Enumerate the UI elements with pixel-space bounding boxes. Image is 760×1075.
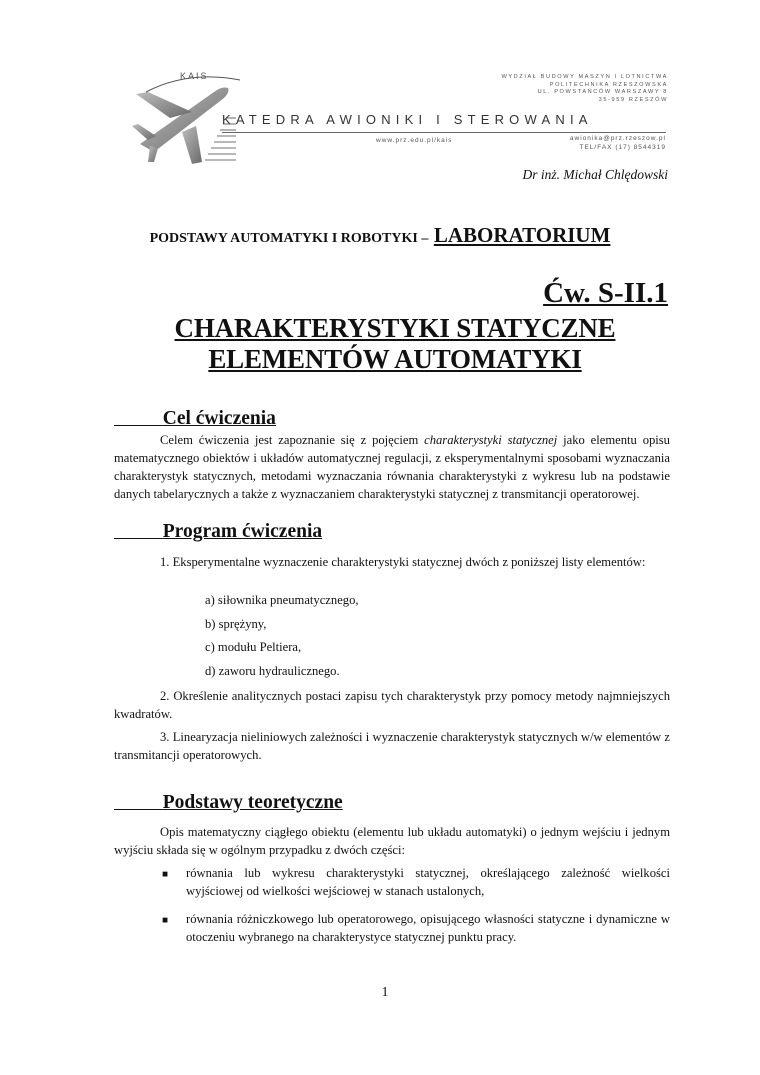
program-point-1: 1. Eksperymentalne wyznaczenie charakterystyki statycznej dwóch z poniższej listy elementów: [160,555,646,569]
theory-intro: Opis matematyczny ciągłego obiektu (elementu lub układu automatyki) o jednym wejściu i jednym wyjściu składa się w ogólnym przypadku z dwóch części: [114,825,670,857]
program-point-2: 2. Określenie analitycznych postaci zapisu tych charakterystyk przy pomocy metody najmniejszych kwadratów. [114,689,670,721]
cel-paragraph: Celem ćwiczenia jest zapoznanie się z pojęciem charakterystyki statycznej jako elementu opisu matematycznego obiektów i układów automatycznej regulacji, z eksperymentalnymi sposobami wyznaczania charakterystyk statycznych, metodami wyznaczania równania charakterystyki z wykresu lub na podstawie danych tabelarycznych a także z wyznaczaniem charakterystyki statycznej z transmitancji operatorowej. [114,433,670,501]
italic-term: charakterystyki statycznej [424,433,558,447]
contact-block [516,134,666,152]
department-line: 35-959 RZESZÓW [598,96,668,103]
logo-text: KAIS [180,71,209,81]
department-line: WYDZIAŁ BUDOWY MASZYN I LOTNICTWA [501,74,668,80]
list-item: ■ równania lub wykresu charakterystyki statycznej, określającego zależność wielkości wyjściowej od wielkości wejściowej w stanach ustalonych, [162,866,670,898]
department-block [448,74,668,104]
list-item: a) siłownika pneumatycznego, [205,593,359,607]
list-item: b) sprężyny, [205,617,267,631]
list-item: ■ równania różniczkowego lub operatorowego, opisującego własności statyczne i dynamiczne w otoczeniu wybranego na charakterystyce statycznej punktu pracy. [162,912,670,944]
website-link[interactable]: www.prz.edu.pl/kais [376,137,453,144]
exercise-title-line-2: ELEMENTÓW AUTOMATYKI [208,344,582,374]
course-name: PODSTAWY AUTOMATYKI I ROBOTYKI – [149,231,429,246]
laboratory-label: LABORATORIUM [433,223,611,247]
course-title [0,223,760,248]
list-item: c) modułu Peltiera, [205,640,302,654]
page-number: 1 [381,985,389,1000]
department-line: POLITECHNIKA RZESZOWSKA [549,81,668,88]
header-divider [222,132,666,133]
author: Dr inż. Michał Chlędowski [522,167,668,182]
section-heading-program: Program ćwiczenia [162,521,323,542]
exercise-number: Ćw. S-II.1 [543,277,668,309]
katedra-name: KATEDRA AWIONIKI I STEROWANIA [222,112,593,127]
list-item: d) zaworu hydraulicznego. [205,664,340,678]
bullet-square-icon: ■ [162,869,169,880]
bullet-square-icon: ■ [162,915,169,926]
program-point-3: 3. Linearyzacja nieliniowych zależności i wyznaczenie charakterystyk statycznych w/w elementów z transmitancji operatorowych. [114,730,670,762]
exercise-title-line-1: CHARAKTERYSTYKI STATYCZNE [174,313,616,343]
department-line: UL. POWSTAŃCÓW WARSZAWY 8 [537,89,668,95]
section-heading-theory: Podstawy teoretyczne [162,792,343,813]
email-link[interactable]: awionika@prz.rzeszow.pl [569,135,666,142]
phone-number: TEL/FAX (17) 8544319 [579,144,666,151]
section-heading-cel: Cel ćwiczenia [162,408,276,429]
letterhead [118,66,678,166]
